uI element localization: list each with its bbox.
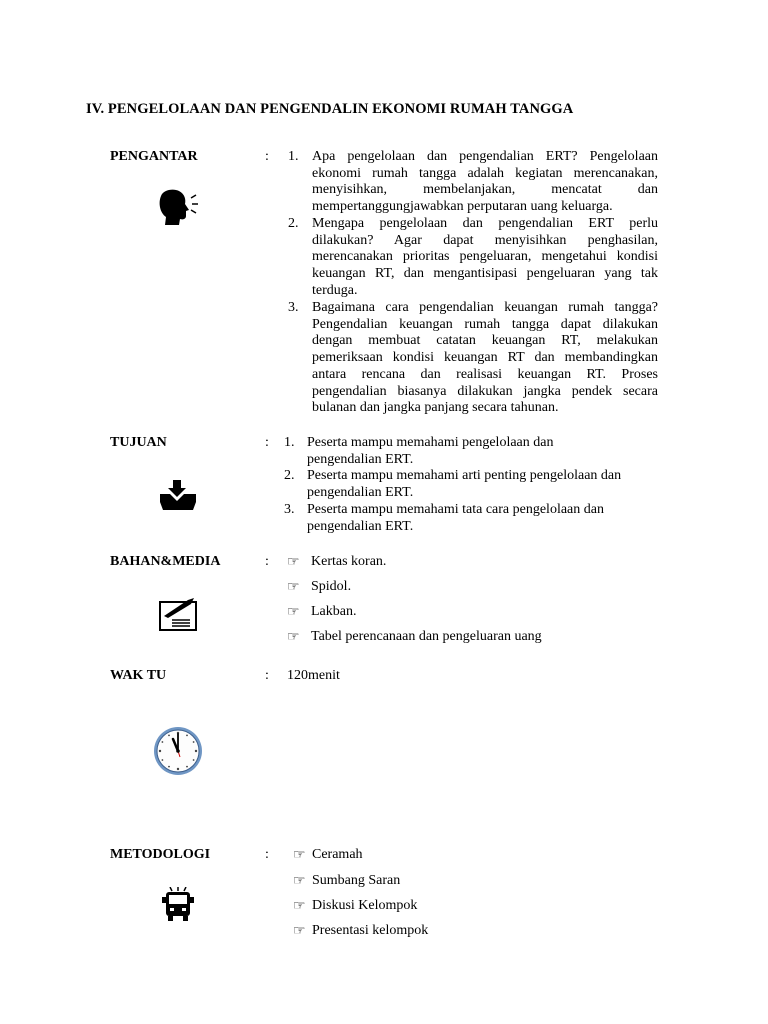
metodologi-item-2: Sumbang Saran (312, 873, 401, 888)
metodologi-label: METODOLOGI (110, 847, 211, 862)
bus-icon (160, 887, 196, 923)
bahan-colon: : (265, 554, 269, 569)
bahan-label: BAHAN&MEDIA (110, 554, 221, 569)
metodologi-bullet-2: ☞ (293, 874, 306, 889)
pengantar-item-1: Apa pengelolaan dan pengendalian ERT? Pengelolaan ekonomi rumah tangga adalah kegiatan merencanakan, menyisihkan, membelanjakan, mencatat dan mempertanggungjawabkan perputaran uang keluarga. (312, 149, 658, 215)
tujuan-item-1-line1: Peserta mampu memahami pengelolaan dan (307, 435, 554, 450)
waktu-colon: : (265, 668, 269, 683)
tujuan-item-2-line2: pengendalian ERT. (307, 485, 414, 500)
bahan-item-2: Spidol. (311, 579, 352, 594)
metodologi-bullet-3: ☞ (293, 899, 306, 914)
tujuan-num-1: 1. (284, 435, 295, 450)
bahan-item-1: Kertas koran. (311, 554, 387, 569)
metodologi-item-4: Presentasi kelompok (312, 923, 429, 938)
download-tray-icon (158, 480, 198, 512)
tujuan-colon: : (265, 435, 269, 450)
tujuan-label: TUJUAN (110, 435, 167, 450)
clock-icon (152, 725, 204, 777)
bahan-bullet-1: ☞ (287, 555, 300, 570)
bahan-bullet-4: ☞ (287, 630, 300, 645)
pengantar-label: PENGANTAR (110, 149, 198, 164)
tujuan-num-3: 3. (284, 502, 295, 517)
page-title: IV. PENGELOLAAN DAN PENGENDALIN EKONOMI RUMAH TANGGA (86, 101, 574, 117)
tujuan-item-2-line1: Peserta mampu memahami arti penting pengelolaan dan (307, 468, 622, 483)
tujuan-item-3-line2: pengendalian ERT. (307, 519, 414, 534)
document-pen-icon (158, 596, 198, 632)
pengantar-num-3: 3. (288, 300, 299, 315)
speaking-head-icon (155, 188, 201, 226)
tujuan-num-2: 2. (284, 468, 295, 483)
bahan-item-4: Tabel perencanaan dan pengeluaran uang (311, 629, 542, 644)
pengantar-num-1: 1. (288, 149, 299, 164)
metodologi-item-1: Ceramah (312, 847, 363, 862)
pengantar-colon: : (265, 149, 269, 164)
waktu-label: WAK TU (110, 668, 167, 683)
bahan-bullet-2: ☞ (287, 580, 300, 595)
pengantar-item-3: Bagaimana cara pengendalian keuangan rumah tangga? Pengendalian keuangan rumah tangga dapat dilakukan dengan membuat catatan keuangan RT, melakukan pemeriksaan kondisi keuangan RT dan membandingkan antara rencana dan realisasi keuangan RT. Proses pengendalian biasanya dilakukan jangka pendek secara bulanan dan jangka panjang secara tahunan. (312, 300, 658, 416)
metodologi-colon: : (265, 847, 269, 862)
bahan-bullet-3: ☞ (287, 605, 300, 620)
metodologi-bullet-4: ☞ (293, 924, 306, 939)
tujuan-item-1-line2: pengendalian ERT. (307, 452, 414, 467)
bahan-item-3: Lakban. (311, 604, 357, 619)
pengantar-item-2: Mengapa pengelolaan dan pengendalian ERT perlu dilakukan? Agar dapat menyisihkan penghasilan, merencanakan prioritas pengeluaran, mengetahui kondisi keuangan RT, dan mengantisipasi pengeluaran yang tak terduga. (312, 216, 658, 298)
metodologi-bullet-1: ☞ (293, 848, 306, 863)
metodologi-item-3: Diskusi Kelompok (312, 898, 418, 913)
pengantar-num-2: 2. (288, 216, 299, 231)
tujuan-item-3-line1: Peserta mampu memahami tata cara pengelolaan dan (307, 502, 604, 517)
waktu-value: 120menit (287, 668, 340, 683)
